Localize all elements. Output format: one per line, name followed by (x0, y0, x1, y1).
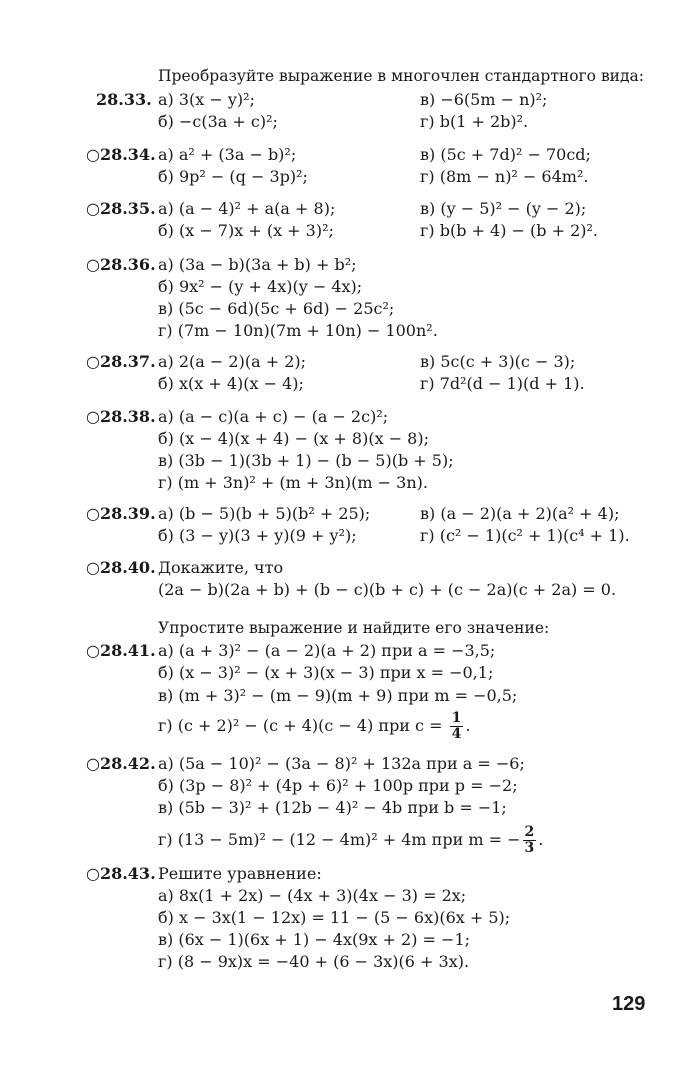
problem-28-43-a: а) 8x(1 + 2x) − (4x + 3)(4x − 3) = 2x; (158, 886, 467, 905)
problem-28-37-b: б) x(x + 4)(x − 4); (158, 374, 304, 393)
fraction-two-thirds (523, 825, 537, 856)
problem-28-33-v: в) −6(5m − n)²; (420, 90, 548, 109)
problem-28-35-v: в) (y − 5)² − (y − 2); (420, 199, 587, 218)
section-instruction-2: Упростите выражение и найдите его значение: (158, 619, 550, 637)
problem-28-41-g (158, 706, 470, 746)
problem-28-39-v: в) (a − 2)(a + 2)(a² + 4); (420, 504, 620, 523)
problem-28-38-b: б) (x − 4)(x + 4) − (x + 8)(x − 8); (158, 429, 429, 448)
problem-28-39-b: б) (3 − y)(3 + y)(9 + y²); (158, 526, 357, 545)
problem-28-36-a: а) (3a − b)(3a + b) + b²; (158, 255, 357, 274)
problem-28-42-g-end: . (538, 830, 544, 849)
problem-28-40-identity: (2a − b)(2a + b) + (b − c)(b + c) + (c − 2a)(c + 2a) = 0. (158, 580, 617, 599)
problem-number-28-34: ○28.34. (86, 145, 156, 164)
fraction-one-quarter (450, 711, 464, 742)
problem-28-41-a: а) (a + 3)² − (a − 2)(a + 2) при a = −3,5; (158, 641, 496, 660)
problem-28-42-b: б) (3p − 8)² + (4p + 6)² + 100p при p = −2; (158, 776, 518, 795)
problem-28-33-a: а) 3(x − y)²; (158, 90, 255, 109)
problem-28-36-v: в) (5c − 6d)(5c + 6d) − 25c²; (158, 299, 395, 318)
problem-28-42-a: а) (5a − 10)² − (3a − 8)² + 132a при a = −6; (158, 754, 525, 773)
problem-28-35-b: б) (x − 7)x + (x + 3)²; (158, 221, 334, 240)
problem-28-36-b: б) 9x² − (y + 4x)(y − 4x); (158, 277, 363, 296)
problem-28-41-b: б) (x − 3)² − (x + 3)(x − 3) при x = −0,1; (158, 663, 494, 682)
problem-28-33-g: г) b(1 + 2b)². (420, 112, 529, 131)
problem-number-28-40: ○28.40. (86, 558, 156, 577)
problem-28-43-g: г) (8 − 9x)x = −40 + (6 − 3x)(6 + 3x). (158, 952, 470, 971)
problem-28-37-v: в) 5c(c + 3)(c − 3); (420, 352, 576, 371)
problem-28-42-v: в) (5b − 3)² + (12b − 4)² − 4b при b = −1; (158, 798, 507, 817)
problem-28-34-v: в) (5c + 7d)² − 70cd; (420, 145, 591, 164)
problem-28-42-g-text: г) (13 − 5m)² − (12 − 4m)² + 4m при m = − (158, 830, 521, 849)
problem-number-28-43: ○28.43. (86, 864, 156, 883)
fraction-numerator: 2 (524, 824, 535, 840)
problem-28-41-v: в) (m + 3)² − (m − 9)(m + 9) при m = −0,5; (158, 686, 518, 705)
fraction-denominator: 3 (524, 840, 535, 856)
problem-28-37-g: г) 7d²(d − 1)(d + 1). (420, 374, 585, 393)
problem-number-28-39: ○28.39. (86, 504, 156, 523)
problem-number-28-37: ○28.37. (86, 352, 156, 371)
problem-number-28-35: ○28.35. (86, 199, 156, 218)
fraction-denominator: 4 (451, 726, 462, 742)
problem-28-39-a: а) (b − 5)(b + 5)(b² + 25); (158, 504, 371, 523)
problem-28-34-g: г) (8m − n)² − 64m². (420, 167, 589, 186)
problem-28-43-title: Решите уравнение: (158, 864, 322, 883)
problem-number-28-42: ○28.42. (86, 754, 156, 773)
fraction-numerator: 1 (451, 710, 462, 726)
problem-number-28-38: ○28.38. (86, 407, 156, 426)
problem-28-34-a: а) a² + (3a − b)²; (158, 145, 297, 164)
problem-28-34-b: б) 9p² − (q − 3p)²; (158, 167, 308, 186)
problem-28-38-a: а) (a − c)(a + c) − (a − 2c)²; (158, 407, 389, 426)
page-number: 129 (612, 993, 646, 1015)
problem-28-43-v: в) (6x − 1)(6x + 1) − 4x(9x + 2) = −1; (158, 930, 471, 949)
problem-28-40-prompt: Докажите, что (158, 558, 284, 577)
problem-28-39-g: г) (c² − 1)(c² + 1)(c⁴ + 1). (420, 526, 630, 545)
problem-28-35-a: а) (a − 4)² + a(a + 8); (158, 199, 336, 218)
problem-28-43-b: б) x − 3x(1 − 12x) = 11 − (5 − 6x)(6x + 5); (158, 908, 511, 927)
problem-28-38-g: г) (m + 3n)² + (m + 3n)(m − 3n). (158, 473, 428, 492)
problem-28-33-b: б) −c(3a + c)²; (158, 112, 278, 131)
problem-number-28-33: 28.33. (96, 90, 152, 109)
section-instruction-1: Преобразуйте выражение в многочлен стандартного вида: (158, 67, 645, 85)
problem-28-35-g: г) b(b + 4) − (b + 2)². (420, 221, 598, 240)
problem-28-41-g-end: . (465, 716, 471, 735)
problem-number-28-41: ○28.41. (86, 641, 156, 660)
problem-28-37-a: а) 2(a − 2)(a + 2); (158, 352, 306, 371)
problem-28-38-v: в) (3b − 1)(3b + 1) − (b − 5)(b + 5); (158, 451, 454, 470)
problem-28-41-g-text: г) (c + 2)² − (c + 4)(c − 4) при c = (158, 716, 443, 735)
problem-28-42-g (158, 820, 543, 860)
problem-28-36-g: г) (7m − 10n)(7m + 10n) − 100n². (158, 321, 438, 340)
problem-number-28-36: ○28.36. (86, 255, 156, 274)
